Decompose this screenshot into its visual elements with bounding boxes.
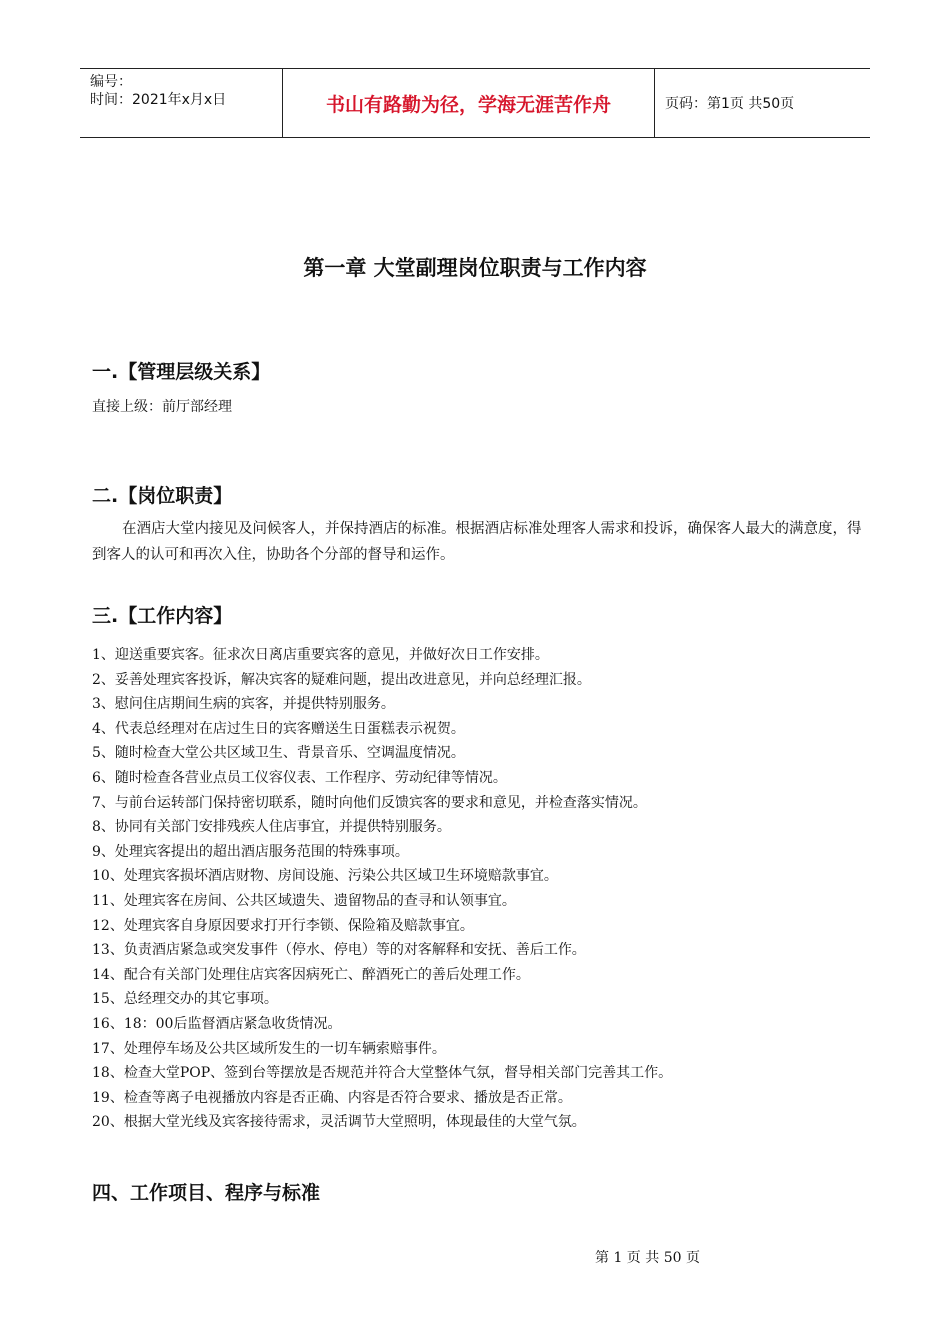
list-item: 8、协同有关部门安排残疾人住店事宜，并提供特别服务。 — [92, 819, 451, 836]
list-item: 13、负责酒店紧急或突发事件（停水、停电）等的对客解释和安抚、善后工作。 — [92, 942, 586, 959]
number-label: 编号： — [90, 74, 132, 90]
list-item: 4、代表总经理对在店过生日的宾客赠送生日蛋糕表示祝贺。 — [92, 720, 465, 737]
list-item: 15、总经理交办的其它事项。 — [92, 991, 278, 1008]
time-label: 时间：2021年x月x日 — [90, 92, 227, 108]
list-item: 11、处理宾客在房间、公共区域遗失、遗留物品的查寻和认领事宜。 — [92, 892, 516, 909]
header-table — [80, 68, 870, 138]
list-item: 16、18：00后监督酒店紧急收货情况。 — [92, 1015, 342, 1032]
motto: 书山有路勤为径，学海无涯苦作舟 — [283, 69, 655, 137]
section-text-1: 直接上级：前厅部经理 — [92, 399, 232, 415]
list-item: 12、处理宾客自身原因要求打开行李锁、保险箱及赔款事宜。 — [92, 917, 474, 934]
section-heading-3: 三.【工作内容】 — [92, 605, 233, 627]
section-heading-4: 四、工作项目、程序与标准 — [92, 1182, 321, 1204]
section-heading-1: 一.【管理层级关系】 — [92, 361, 271, 383]
list-item: 5、随时检查大堂公共区域卫生、背景音乐、空调温度情况。 — [92, 745, 465, 762]
page-info: 页码：第1页 共50页 — [665, 96, 795, 112]
list-item: 19、检查等离子电视播放内容是否正确、内容是否符合要求、播放是否正常。 — [92, 1089, 572, 1106]
list-item: 20、根据大堂光线及宾客接待需求，灵活调节大堂照明，体现最佳的大堂气氛。 — [92, 1114, 586, 1131]
list-item: 3、慰问住店期间生病的宾客，并提供特别服务。 — [92, 696, 395, 713]
list-item: 6、随时检查各营业点员工仪容仪表、工作程序、劳动纪律等情况。 — [92, 769, 507, 786]
page-footer: 第 1 页 共 50 页 — [595, 1250, 700, 1266]
list-item: 7、与前台运转部门保持密切联系，随时向他们反馈宾客的要求和意见，并检查落实情况。 — [92, 794, 647, 811]
list-item: 18、检查大堂POP、签到台等摆放是否规范并符合大堂整体气氛，督导相关部门完善其工作。 — [92, 1065, 673, 1082]
list-item: 1、迎送重要宾客。征求次日离店重要宾客的意见，并做好次日工作安排。 — [92, 647, 549, 663]
work-content-list — [92, 643, 672, 1135]
chapter-title: 第一章 大堂副理岗位职责与工作内容 — [303, 256, 647, 280]
list-item: 2、妥善处理宾客投诉，解决宾客的疑难问题，提出改进意见，并向总经理汇报。 — [92, 671, 591, 688]
section-text-2: 在酒店大堂内接见及问候客人，并保持酒店的标准。根据酒店标准处理客人需求和投诉，确保客人最大的满意度，得到客人的认可和再次入住，协助各个分部的督导和运作。 — [92, 521, 862, 563]
list-item: 14、配合有关部门处理住店宾客因病死亡、醉酒死亡的善后处理工作。 — [92, 966, 530, 983]
header-left-cell — [80, 69, 283, 137]
list-item: 17、处理停车场及公共区域所发生的一切车辆索赔事件。 — [92, 1040, 446, 1057]
list-item: 9、处理宾客提出的超出酒店服务范围的特殊事项。 — [92, 843, 409, 860]
list-item: 10、处理宾客损坏酒店财物、房间设施、污染公共区域卫生环境赔款事宜。 — [92, 868, 558, 885]
section-heading-2: 二.【岗位职责】 — [92, 485, 233, 507]
